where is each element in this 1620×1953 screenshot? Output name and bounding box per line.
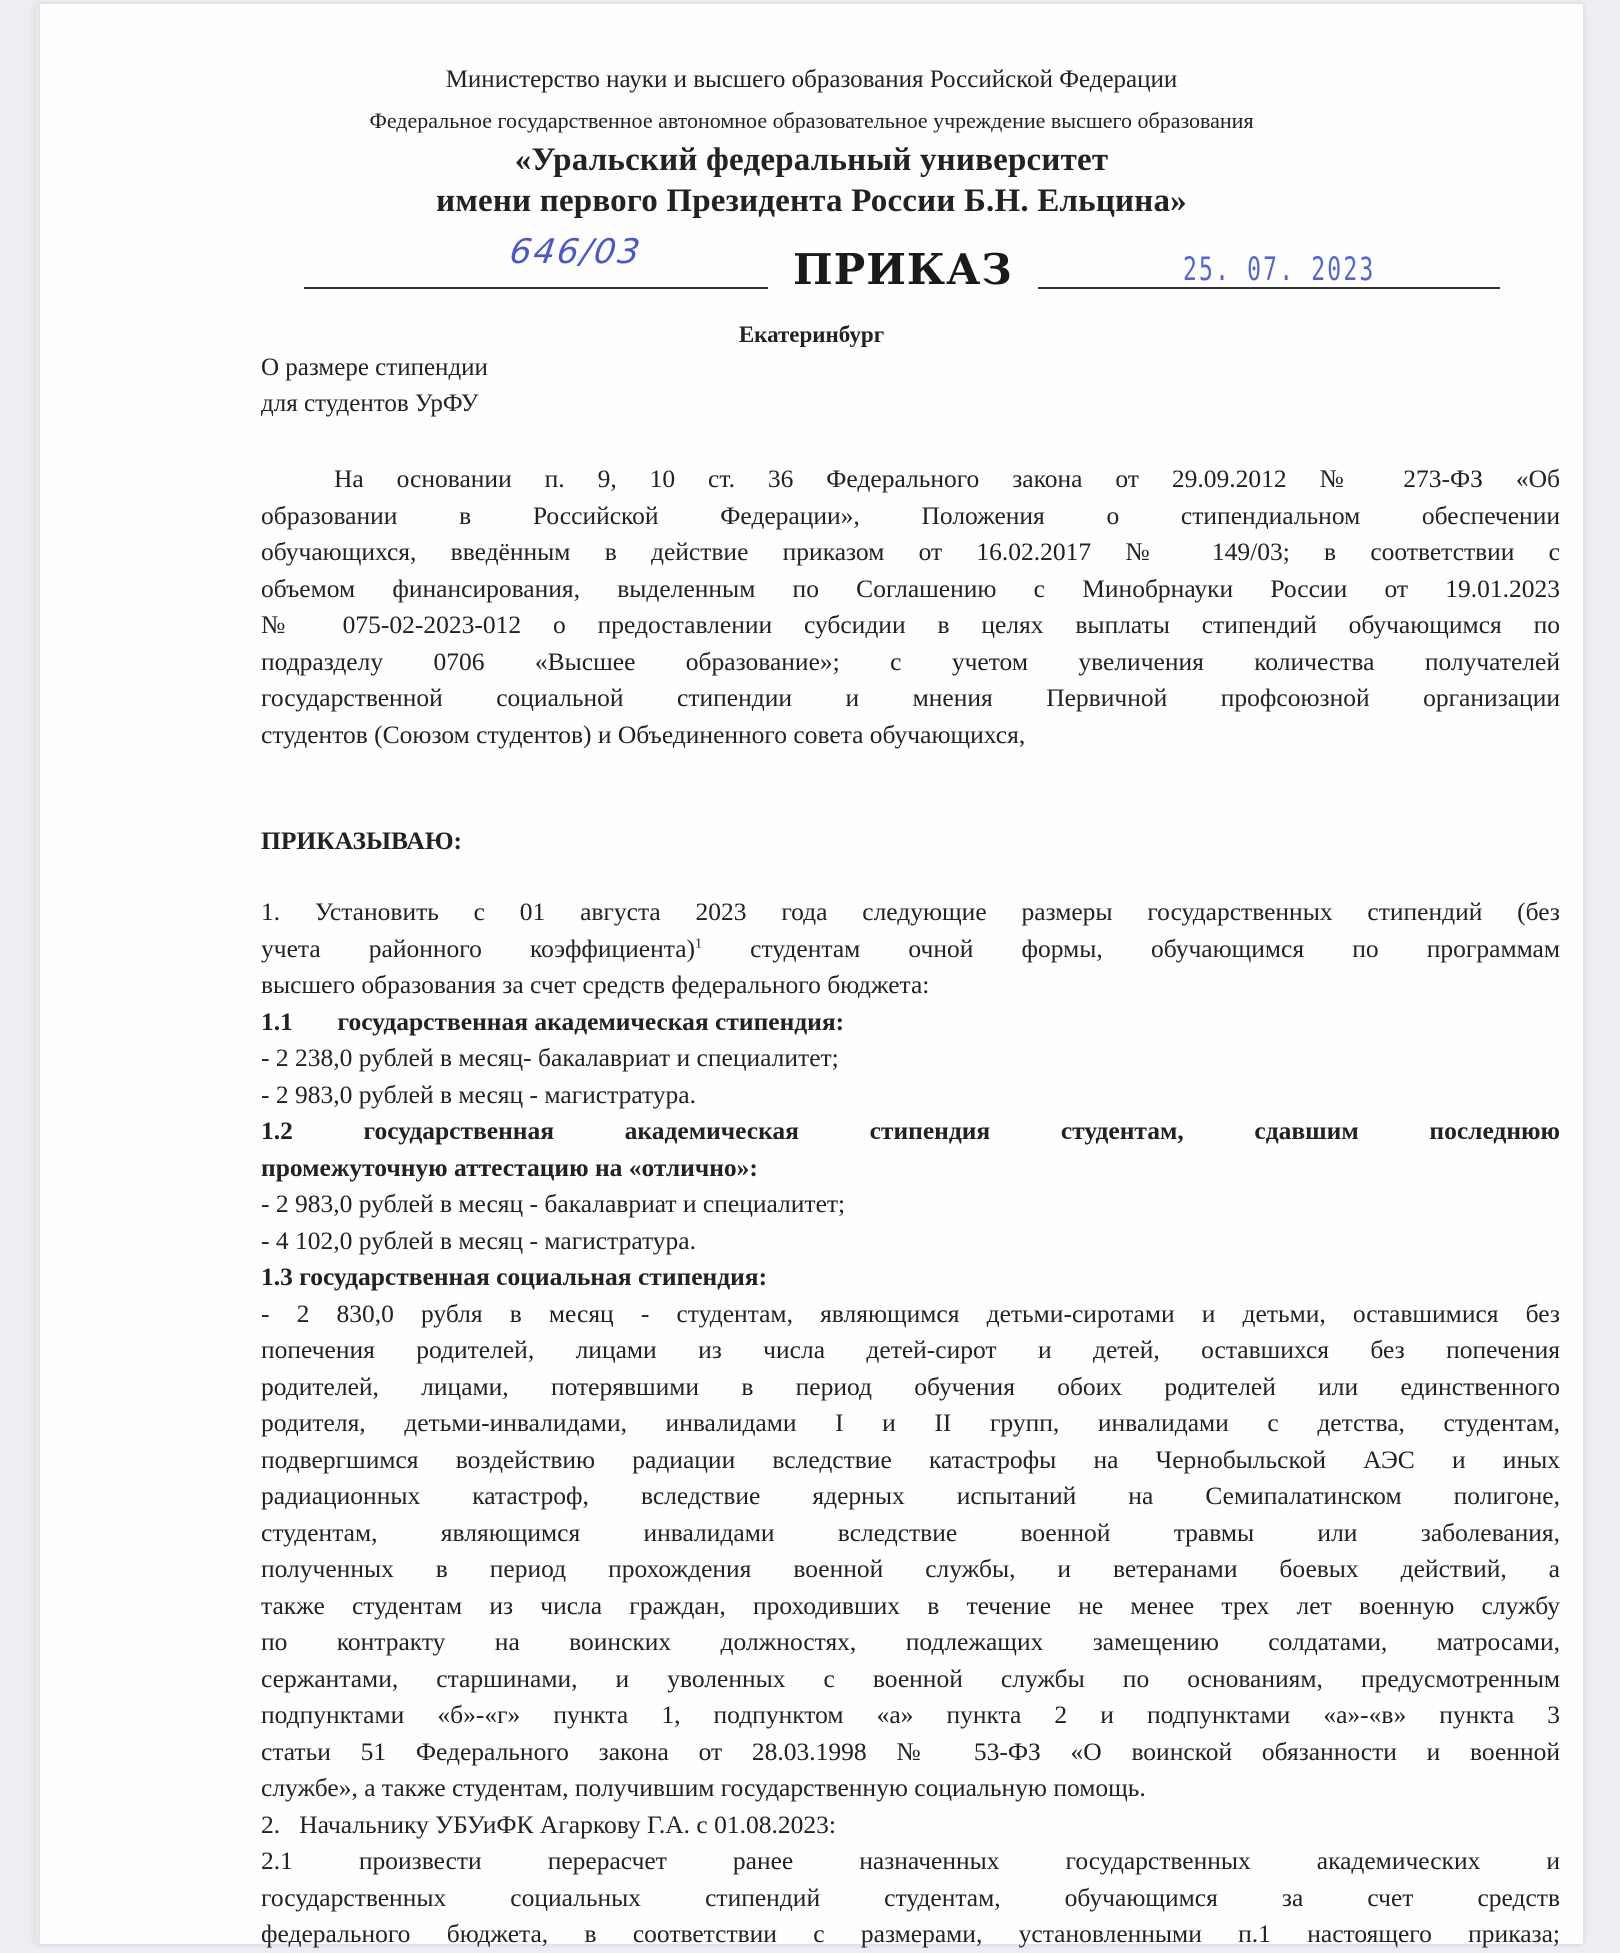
order-number-handwritten: 646/03 (507, 232, 645, 272)
stipend-amount: - 2 983,0 рублей в месяц - бакалавриат и специалитет; (261, 1189, 846, 1218)
directive-heading: ПРИКАЗЫВАЮ: (261, 826, 463, 855)
university-name-line1: «Уральский федеральный университет (514, 142, 1109, 178)
document-type-title: ПРИКАЗ (793, 245, 1013, 294)
item1-3-line: сержантами, старшинами, и уволенных с военной службы по основаниям, предусмотренным (261, 1663, 1560, 1693)
stipend-amount: - 2 238,0 рублей в месяц- бакалавриат и специалитет; (261, 1043, 839, 1072)
item1-3-line: также студентам из числа граждан, проходивших в течение не менее трех лет военную службу (261, 1590, 1560, 1620)
preamble-line: студентов (Союзом студентов) и Объединенного совета обучающихся, (261, 719, 1026, 749)
item1-3-line: родителей, лицами, потерявшими в период обучения обоих родителей или единственного (261, 1371, 1560, 1401)
preamble-line: государственной социальной стипендии и мнения Первичной профсоюзной организации (261, 683, 1560, 712)
ministry-header: Министерство науки и высшего образования Российской Федерации (445, 66, 1178, 93)
document-page (35, 4, 1583, 1948)
item1-2-heading-line2: промежуточную аттестацию на «отлично»: (261, 1152, 758, 1182)
preamble-line: образовании в Российской Федерации», Положения о стипендиальном обеспечении (261, 500, 1560, 530)
item2-1-line: государственных социальных стипендий студентам, обучающимся за счет средств (261, 1882, 1560, 1912)
item1-line1: 1. Установить с 01 августа 2023 года следующие размеры государственных стипендий (без (261, 897, 1560, 926)
preamble-line: объемом финансирования, выделенным по Соглашению с Минобрнауки России от 19.01.2023 (261, 573, 1560, 603)
preamble-line: На основании п. 9, 10 ст. 36 Федерального закона от 29.09.2012 № 273-ФЗ «Об (334, 464, 1560, 493)
item1-3-line: родителя, детьми-инвалидами, инвалидами I и II групп, инвалидами с детства, студентам, (261, 1408, 1560, 1437)
item1-3-line: по контракту на воинских должностях, подлежащих замещению солдатами, матросами, (261, 1627, 1560, 1656)
item1-line2-text: учета районного коэффициента) (261, 933, 696, 963)
item1-3-heading: 1.3 государственная социальная стипендия: (261, 1262, 768, 1291)
university-name-line2: имени первого Президента России Б.Н. Ельцина» (436, 183, 1187, 219)
item1-1-heading: 1.1 государственная академическая стипендия: (261, 1006, 845, 1036)
item1-3-line: статьи 51 Федерального закона от 28.03.1998 № 53-ФЗ «О воинской обязанности и военной (261, 1736, 1560, 1766)
order-items (261, 894, 1560, 1953)
item1-2-heading-line1: 1.2 государственная академическая стипендия студентам, сдавшим последнюю (261, 1116, 1560, 1145)
preamble-line: обучающихся, введённым в действие приказом от 16.02.2017 № 149/03; в соответствии с (261, 537, 1560, 566)
stipend-amount: - 2 983,0 рублей в месяц - магистратура. (261, 1079, 696, 1109)
subject-line1: О размере стипендии (261, 354, 488, 381)
item1-line3: высшего образования за счет средств федерального бюджета: (261, 970, 930, 999)
item2-heading: 2. Начальнику УБУиФК Агаркову Г.А. с 01.08.2023: (261, 1809, 836, 1839)
item1-3-line: службе», а также студентам, получившим государственную социальную помощь. (261, 1773, 1146, 1802)
item1-3-line: подвергшимся воздействию радиации вследствие катастрофы на Чернобыльской АЭС и иных (261, 1444, 1560, 1474)
item2-1-line: федерального бюджета, в соответствии с размерами, установленными п.1 настоящего приказа; (261, 1919, 1560, 1948)
stipend-amount: - 4 102,0 рублей в месяц - магистратура. (261, 1225, 696, 1255)
item1-3-line: радиационных катастроф, вследствие ядерных испытаний на Семипалатинском полигоне, (261, 1481, 1560, 1510)
preamble-line: № 075-02-2023-012 о предоставлении субсидии в целях выплаты стипендий обучающимся по (261, 610, 1560, 639)
item1-line2 (261, 931, 1560, 968)
preamble-line: подразделу 0706 «Высшее образование»; с учетом увеличения количества получателей (261, 646, 1560, 676)
item1-3-line: попечения родителей, лицами из числа детей-сирот и детей, оставшихся без попечения (261, 1335, 1560, 1364)
order-date-stamp: 25. 07. 2023 (1183, 250, 1376, 288)
item1-line2-text: студентам очной формы, обучающимся по программам (702, 933, 1560, 963)
item1-3-line: - 2 830,0 рубля в месяц - студентам, являющимся детьми-сиротами и детьми, оставшимися без (261, 1298, 1560, 1328)
institution-type-header: Федеральное государственное автономное образовательное учреждение высшего образования (369, 108, 1254, 133)
item1-3-line: подпунктами «б»-«г» пункта 1, подпунктом «а» пункта 2 и подпунктами «а»-«в» пункта 3 (261, 1700, 1560, 1729)
preamble-paragraph (261, 461, 1560, 753)
subject-line2: для студентов УрФУ (261, 390, 479, 417)
city-label: Екатеринбург (738, 322, 885, 347)
order-number-underline (304, 287, 768, 289)
item2-1-line: 2.1 произвести перерасчет ранее назначенных государственных академических и (261, 1846, 1560, 1875)
footnote-mark: 1 (695, 936, 703, 951)
item1-3-line: полученных в период прохождения военной службы, и ветеранами боевых действий, а (261, 1554, 1560, 1583)
item1-3-line: студентам, являющимся инвалидами вследствие военной травмы или заболевания, (261, 1517, 1560, 1547)
